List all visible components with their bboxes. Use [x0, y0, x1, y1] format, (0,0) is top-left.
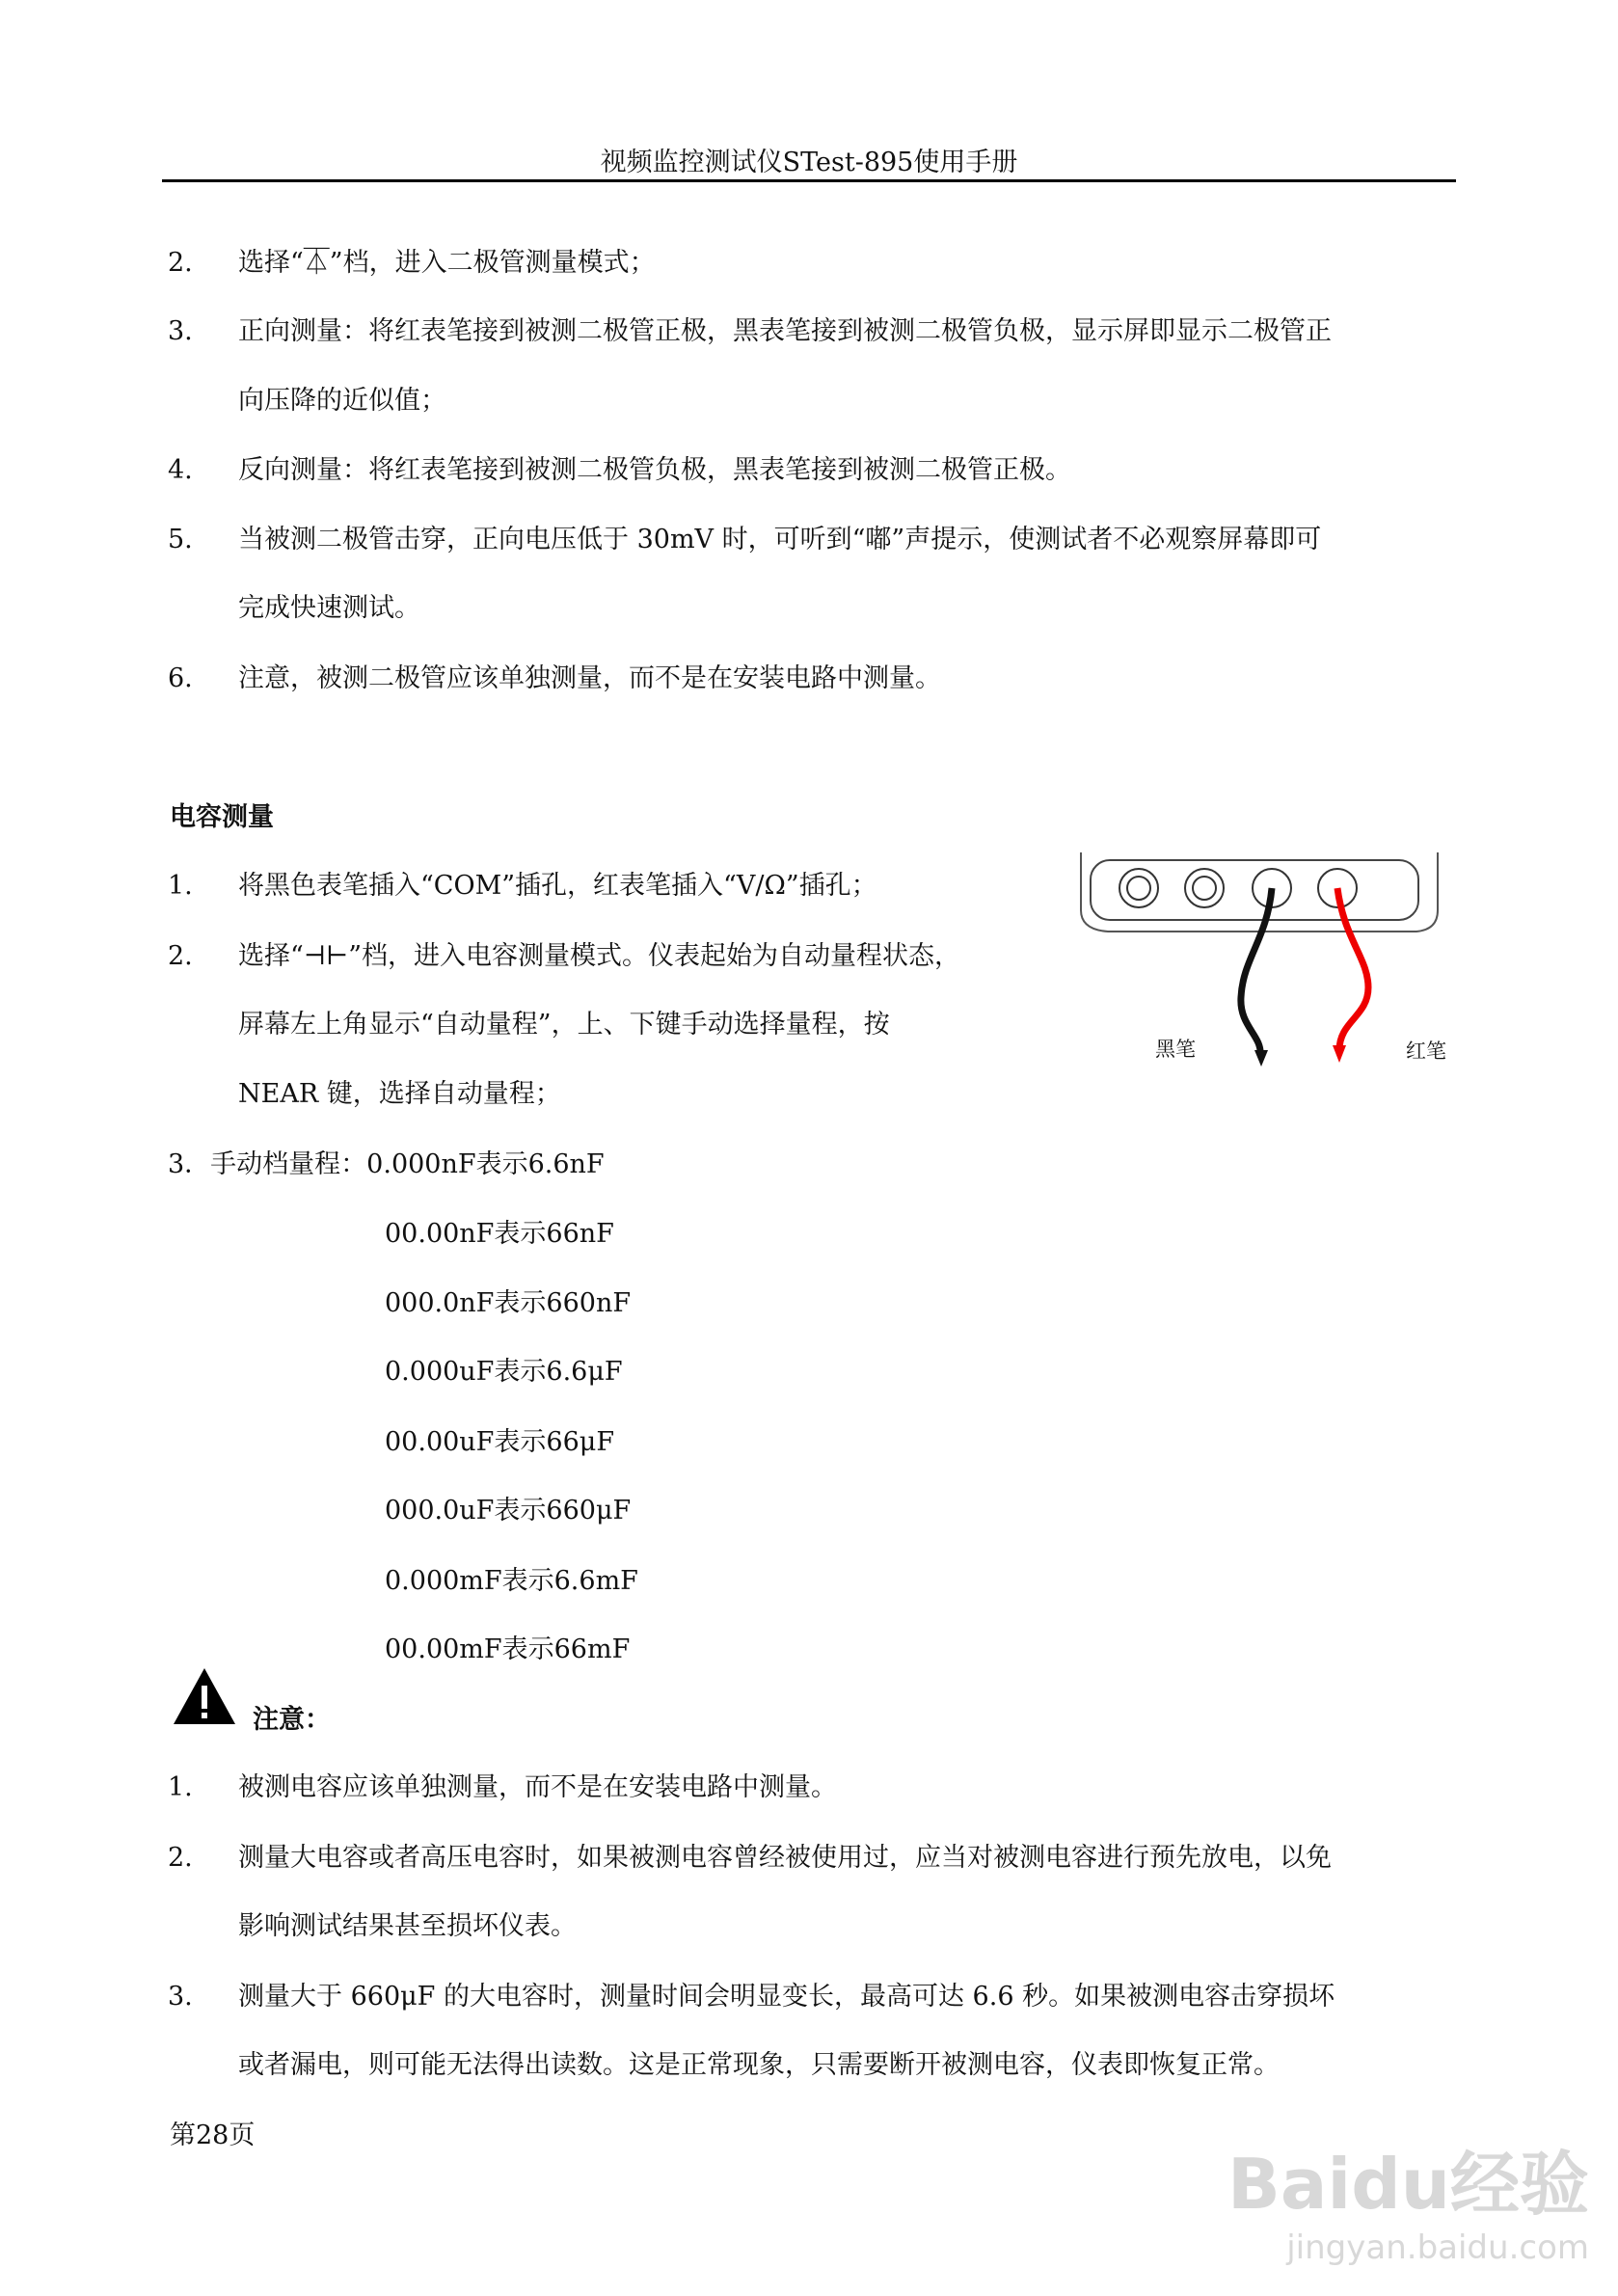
header-rule — [162, 179, 1456, 182]
baidu-watermark — [1227, 2128, 1589, 2267]
list-number: 4. — [168, 455, 193, 485]
list-item-cont: 向压降的近似值； — [238, 386, 446, 416]
list-item: 当被测二极管击穿，正向电压低于 30mV 时，可听到“嘟”声提示，使测试者不必观察屏幕即可 — [238, 525, 1322, 554]
notice-title: 注意： — [253, 1705, 331, 1735]
list-number: 1. — [168, 1772, 193, 1802]
list-item: 反向测量：将红表笔接到被测二极管负极，黑表笔接到被测二极管正极。 — [238, 455, 1071, 485]
list-item: 选择“⊣⊢”档，进入电容测量模式。仪表起始为自动量程状态， — [238, 941, 961, 971]
black-probe-label: 黑笔 — [1155, 1038, 1196, 1061]
manual-range-label: 3．手动档量程：0.000nF表示6.6nF — [168, 1149, 605, 1179]
range-item: 00.00uF表示66μF — [385, 1427, 615, 1457]
list-number: 2. — [168, 941, 193, 971]
list-number: 3. — [168, 1982, 193, 2012]
range-item: 000.0nF表示660nF — [385, 1288, 632, 1318]
list-item: 将黑色表笔插入“COM”插孔，红表笔插入“V/Ω”插孔； — [238, 871, 877, 901]
range-item: 0.000mF表示6.6mF — [385, 1566, 638, 1596]
list-number: 5. — [168, 525, 193, 554]
list-number: 1. — [168, 871, 193, 901]
range-item: 00.00mF表示66mF — [385, 1634, 631, 1664]
list-item-cont: NEAR 键，选择自动量程； — [238, 1079, 561, 1109]
page-header-title: 视频监控测试仪STest-895使用手册 — [600, 148, 1018, 177]
probe-jack-figure — [1079, 852, 1450, 1069]
list-item-cont: 影响测试结果甚至损坏仪表。 — [238, 1911, 577, 1941]
watermark-url: jingyan.baidu.com — [1286, 2228, 1589, 2267]
warning-icon — [172, 1666, 237, 1726]
list-item: 选择“⏄”档，进入二极管测量模式； — [238, 248, 656, 278]
list-item: 正向测量：将红表笔接到被测二极管正极，黑表笔接到被测二极管负极，显示屏即显示二极管正 — [238, 316, 1332, 346]
page-number: 第28页 — [170, 2120, 256, 2150]
red-probe-label: 红笔 — [1406, 1040, 1446, 1063]
list-item: 被测电容应该单独测量，而不是在安装电路中测量。 — [238, 1772, 837, 1802]
range-item: 00.00nF表示66nF — [385, 1219, 614, 1249]
list-number: 6. — [168, 663, 193, 693]
list-item: 测量大电容或者高压电容时，如果被测电容曾经被使用过，应当对被测电容进行预先放电，以免 — [238, 1843, 1332, 1873]
list-item-cont: 或者漏电，则可能无法得出读数。这是正常现象，只需要断开被测电容，仪表即恢复正常。 — [238, 2050, 1280, 2080]
list-item: 注意，被测二极管应该单独测量，而不是在安装电路中测量。 — [238, 663, 941, 693]
watermark-brand: Baidu经验 — [1227, 2144, 1589, 2225]
list-item: 测量大于 660μF 的大电容时，测量时间会明显变长，最高可达 6.6 秒。如果被测电容击穿损坏 — [238, 1982, 1335, 2012]
section-heading: 电容测量 — [170, 802, 274, 832]
list-item-cont: 完成快速测试。 — [238, 593, 420, 623]
list-number: 3. — [168, 316, 193, 346]
range-item: 0.000uF表示6.6μF — [385, 1357, 623, 1387]
list-number: 2. — [168, 248, 193, 278]
list-item-cont: 屏幕左上角显示“自动量程”，上、下键手动选择量程，按 — [238, 1010, 890, 1040]
range-item: 000.0uF表示660μF — [385, 1496, 632, 1526]
list-number: 2. — [168, 1843, 193, 1873]
